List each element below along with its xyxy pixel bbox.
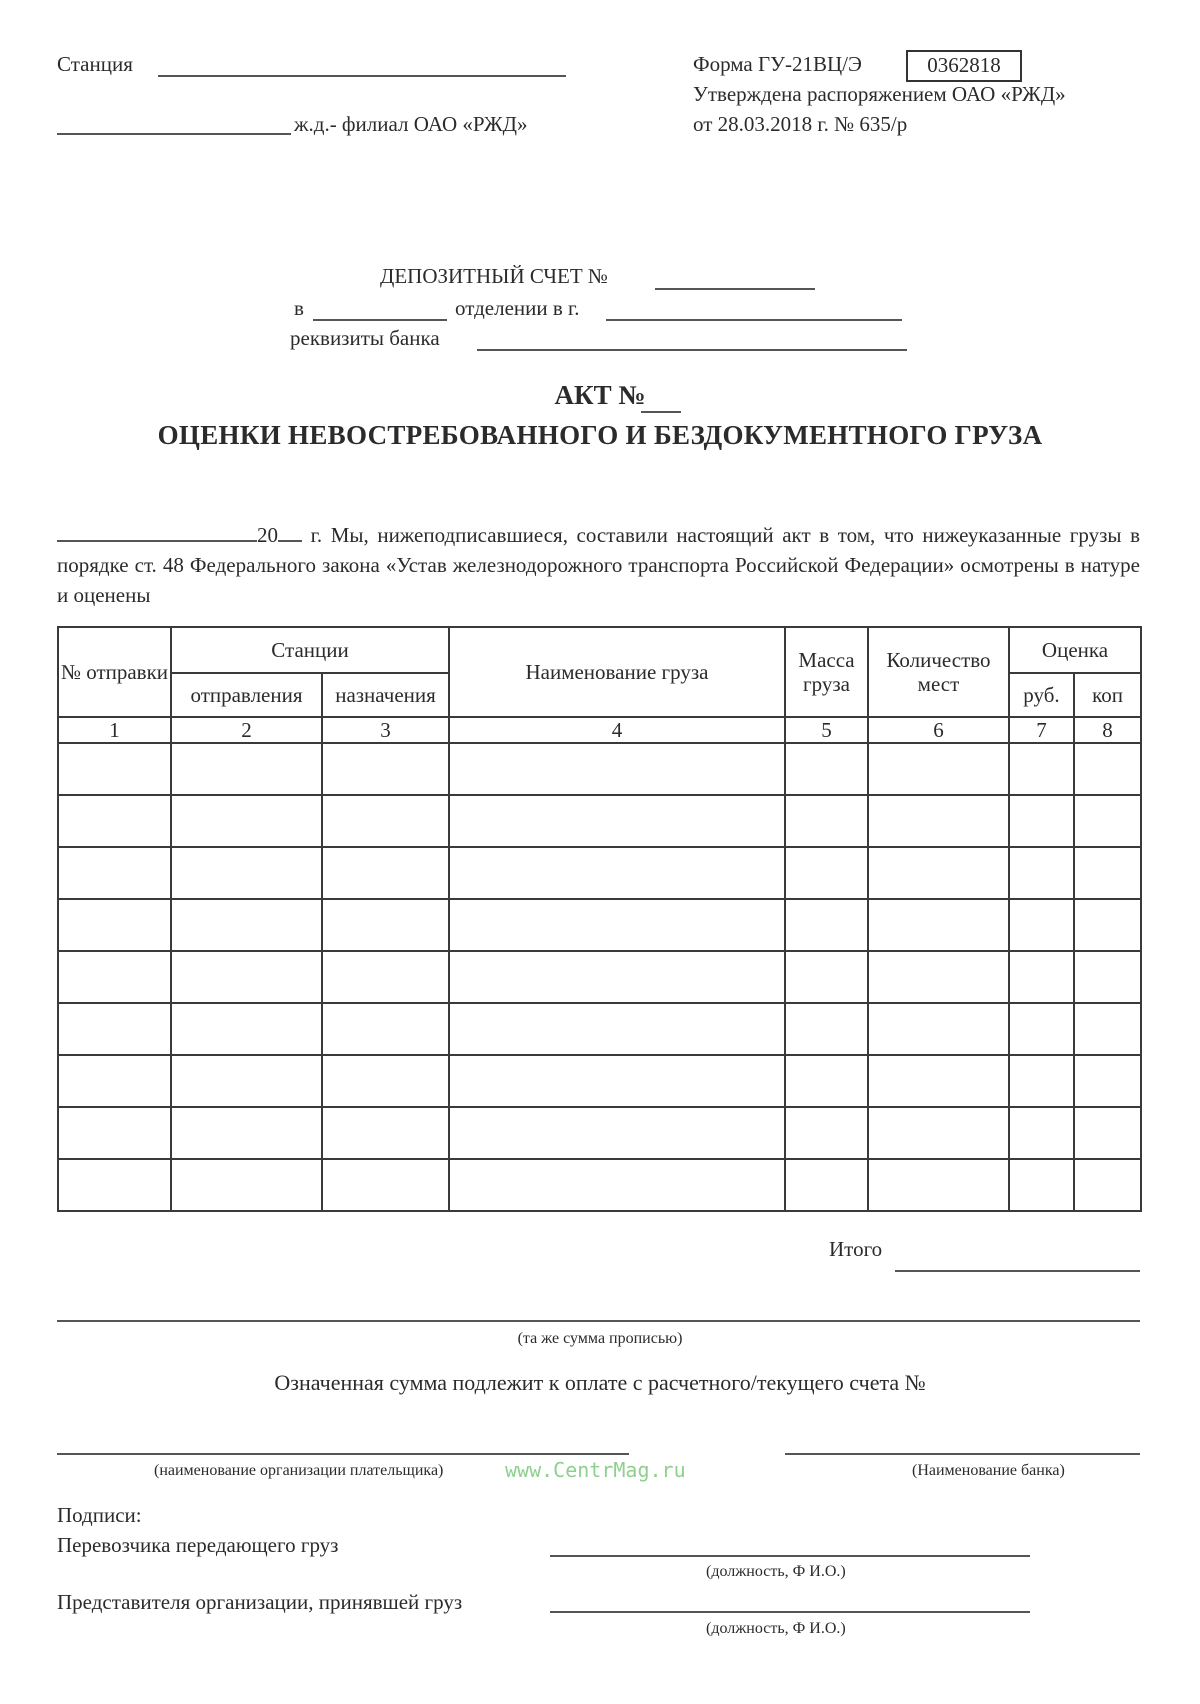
column-number: 7 xyxy=(1009,717,1074,743)
column-number: 5 xyxy=(785,717,868,743)
city-field[interactable] xyxy=(606,318,902,321)
table-cell[interactable] xyxy=(1009,1003,1074,1055)
department-field[interactable] xyxy=(313,318,447,321)
table-cell[interactable] xyxy=(1009,1107,1074,1159)
bank-details-label: реквизиты банка xyxy=(290,326,440,350)
header-rub: руб. xyxy=(1009,673,1074,717)
header-departure: отправления xyxy=(171,673,322,717)
department-city-label: отделении в г. xyxy=(455,296,580,320)
table-cell[interactable] xyxy=(868,1107,1009,1159)
carrier-signature-label: Перевозчика передающего груз xyxy=(57,1533,339,1557)
header-shipment-no: № отправки xyxy=(58,627,171,717)
carrier-signature-field[interactable] xyxy=(550,1555,1030,1557)
payment-text: Означенная сумма подлежит к оплате с расчетного/текущего счета № xyxy=(274,1370,926,1395)
intro-paragraph xyxy=(57,520,1140,610)
header-kop: коп xyxy=(1074,673,1141,717)
table-row xyxy=(58,1055,1141,1107)
table-cell[interactable] xyxy=(171,951,322,1003)
table-cell[interactable] xyxy=(1074,951,1141,1003)
header-destination: назначения xyxy=(322,673,449,717)
table-cell[interactable] xyxy=(449,899,785,951)
table-cell[interactable] xyxy=(171,847,322,899)
table-row xyxy=(58,951,1141,1003)
header-stations: Станции xyxy=(171,627,449,673)
table-cell[interactable] xyxy=(785,1055,868,1107)
table-cell[interactable] xyxy=(449,1055,785,1107)
column-number: 1 xyxy=(58,717,171,743)
table-cell[interactable] xyxy=(785,847,868,899)
sum-in-words-caption: (та же сумма прописью) xyxy=(517,1330,683,1347)
date-field[interactable] xyxy=(57,522,257,542)
payer-organization-field[interactable] xyxy=(57,1453,629,1455)
table-row xyxy=(58,847,1141,899)
table-cell[interactable] xyxy=(868,1159,1009,1211)
deposit-account-label: ДЕПОЗИТНЫЙ СЧЕТ № xyxy=(380,264,608,288)
table-row xyxy=(58,1107,1141,1159)
table-cell[interactable] xyxy=(1074,847,1141,899)
table-cell[interactable] xyxy=(322,899,449,951)
table-row xyxy=(58,899,1141,951)
table-cell[interactable] xyxy=(171,1107,322,1159)
table-cell[interactable] xyxy=(449,1003,785,1055)
table-cell[interactable] xyxy=(1009,743,1074,795)
table-cell[interactable] xyxy=(1074,1159,1141,1211)
column-number: 8 xyxy=(1074,717,1141,743)
receiver-signature-field[interactable] xyxy=(550,1611,1030,1613)
table-cell[interactable] xyxy=(1009,1159,1074,1211)
table-cell[interactable] xyxy=(58,899,171,951)
table-cell[interactable] xyxy=(785,951,868,1003)
signatures-label: Подписи: xyxy=(57,1503,142,1527)
table-cell[interactable] xyxy=(1074,1055,1141,1107)
table-cell[interactable] xyxy=(58,1003,171,1055)
act-number-field[interactable] xyxy=(641,410,681,413)
table-cell[interactable] xyxy=(1009,899,1074,951)
table-cell[interactable] xyxy=(58,951,171,1003)
station-field[interactable] xyxy=(158,74,566,77)
table-row xyxy=(58,743,1141,795)
column-number-row xyxy=(58,717,1141,743)
table-cell[interactable] xyxy=(1074,1107,1141,1159)
table-cell[interactable] xyxy=(171,743,322,795)
table-row xyxy=(58,1003,1141,1055)
table-cell[interactable] xyxy=(322,1055,449,1107)
bank-details-field[interactable] xyxy=(477,348,907,351)
approval-text-line1: Утверждена распоряжением ОАО «РЖД» xyxy=(693,82,1066,106)
table-cell[interactable] xyxy=(171,899,322,951)
table-cell[interactable] xyxy=(58,795,171,847)
act-subtitle: ОЦЕНКИ НЕВОСТРЕБОВАННОГО И БЕЗДОКУМЕНТНОГО ГРУЗА xyxy=(157,420,1043,450)
table-cell[interactable] xyxy=(1074,899,1141,951)
table-cell[interactable] xyxy=(1009,951,1074,1003)
table-cell[interactable] xyxy=(1074,795,1141,847)
table-cell[interactable] xyxy=(868,795,1009,847)
table-cell[interactable] xyxy=(58,1107,171,1159)
header-mass: Масса груза xyxy=(785,627,868,717)
table-cell[interactable] xyxy=(449,1159,785,1211)
railway-field[interactable] xyxy=(57,132,291,135)
table-cell[interactable] xyxy=(58,847,171,899)
table-cell[interactable] xyxy=(1074,1003,1141,1055)
table-cell[interactable] xyxy=(785,1003,868,1055)
form-number-box: 0362818 xyxy=(906,50,1022,82)
table-cell[interactable] xyxy=(171,1055,322,1107)
table-cell[interactable] xyxy=(58,1055,171,1107)
table-cell[interactable] xyxy=(868,951,1009,1003)
cargo-table xyxy=(57,626,1142,1212)
act-title: АКТ № xyxy=(554,380,646,410)
railway-label: ж.д.- филиал ОАО «РЖД» xyxy=(294,112,528,136)
table-cell[interactable] xyxy=(785,1107,868,1159)
table-cell[interactable] xyxy=(868,847,1009,899)
table-cell[interactable] xyxy=(1074,743,1141,795)
table-cell[interactable] xyxy=(322,847,449,899)
table-cell[interactable] xyxy=(322,743,449,795)
payer-organization-caption: (наименование организации плательщика) xyxy=(154,1462,444,1479)
table-cell[interactable] xyxy=(785,743,868,795)
header-places: Количество мест xyxy=(868,627,1009,717)
year-field[interactable] xyxy=(278,522,302,542)
table-cell[interactable] xyxy=(1009,1055,1074,1107)
table-cell[interactable] xyxy=(171,1003,322,1055)
form-label: Форма ГУ-21ВЦ/Э xyxy=(693,52,862,76)
column-number: 2 xyxy=(171,717,322,743)
table-row xyxy=(58,1159,1141,1211)
table-cell[interactable] xyxy=(1009,795,1074,847)
table-cell[interactable] xyxy=(449,1107,785,1159)
header-cargo-name: Наименование груза xyxy=(449,627,785,717)
table-cell[interactable] xyxy=(449,847,785,899)
approval-text-line2: от 28.03.2018 г. № 635/р xyxy=(693,112,908,136)
header-valuation: Оценка xyxy=(1009,627,1141,673)
table-cell[interactable] xyxy=(785,899,868,951)
table-cell[interactable] xyxy=(449,795,785,847)
table-cell[interactable] xyxy=(785,1159,868,1211)
table-cell[interactable] xyxy=(322,1107,449,1159)
total-label: Итого xyxy=(829,1237,883,1261)
intro-text: г. Мы, нижеподписавшиеся, составили настоящий акт в том, что нижеуказанные грузы в порядке ст. 48 Федерального закона «Устав железнодорожного транспорта Российской Федерации» осмотрены в натуре и оценены xyxy=(57,523,1141,607)
table-cell[interactable] xyxy=(868,1003,1009,1055)
table-cell[interactable] xyxy=(785,795,868,847)
table-cell[interactable] xyxy=(868,743,1009,795)
station-label: Станция xyxy=(57,52,133,76)
receiver-signature-caption: (должность, Ф И.О.) xyxy=(706,1620,846,1637)
table-cell[interactable] xyxy=(322,1159,449,1211)
table-cell[interactable] xyxy=(322,951,449,1003)
year-prefix: 20 xyxy=(257,523,278,547)
table-cell[interactable] xyxy=(171,1159,322,1211)
table-cell[interactable] xyxy=(58,743,171,795)
total-field[interactable] xyxy=(895,1270,1140,1272)
carrier-signature-caption: (должность, Ф И.О.) xyxy=(706,1563,846,1580)
bank-name-field[interactable] xyxy=(785,1453,1140,1455)
dept-prefix: в xyxy=(294,296,304,320)
column-number: 4 xyxy=(449,717,785,743)
table-cell[interactable] xyxy=(322,1003,449,1055)
receiver-signature-label: Представителя организации, принявшей груз xyxy=(57,1590,463,1614)
table-cell[interactable] xyxy=(868,899,1009,951)
table-cell[interactable] xyxy=(322,795,449,847)
sum-in-words-field[interactable] xyxy=(57,1320,1140,1322)
table-cell[interactable] xyxy=(449,743,785,795)
deposit-account-field[interactable] xyxy=(655,287,815,290)
table-cell[interactable] xyxy=(58,1159,171,1211)
column-number: 3 xyxy=(322,717,449,743)
table-cell[interactable] xyxy=(171,795,322,847)
table-cell[interactable] xyxy=(868,1055,1009,1107)
column-number: 6 xyxy=(868,717,1009,743)
table-cell[interactable] xyxy=(449,951,785,1003)
bank-name-caption: (Наименование банка) xyxy=(912,1462,1065,1479)
table-cell[interactable] xyxy=(1009,847,1074,899)
table-row xyxy=(58,795,1141,847)
watermark: www.CentrMag.ru xyxy=(505,1458,686,1482)
